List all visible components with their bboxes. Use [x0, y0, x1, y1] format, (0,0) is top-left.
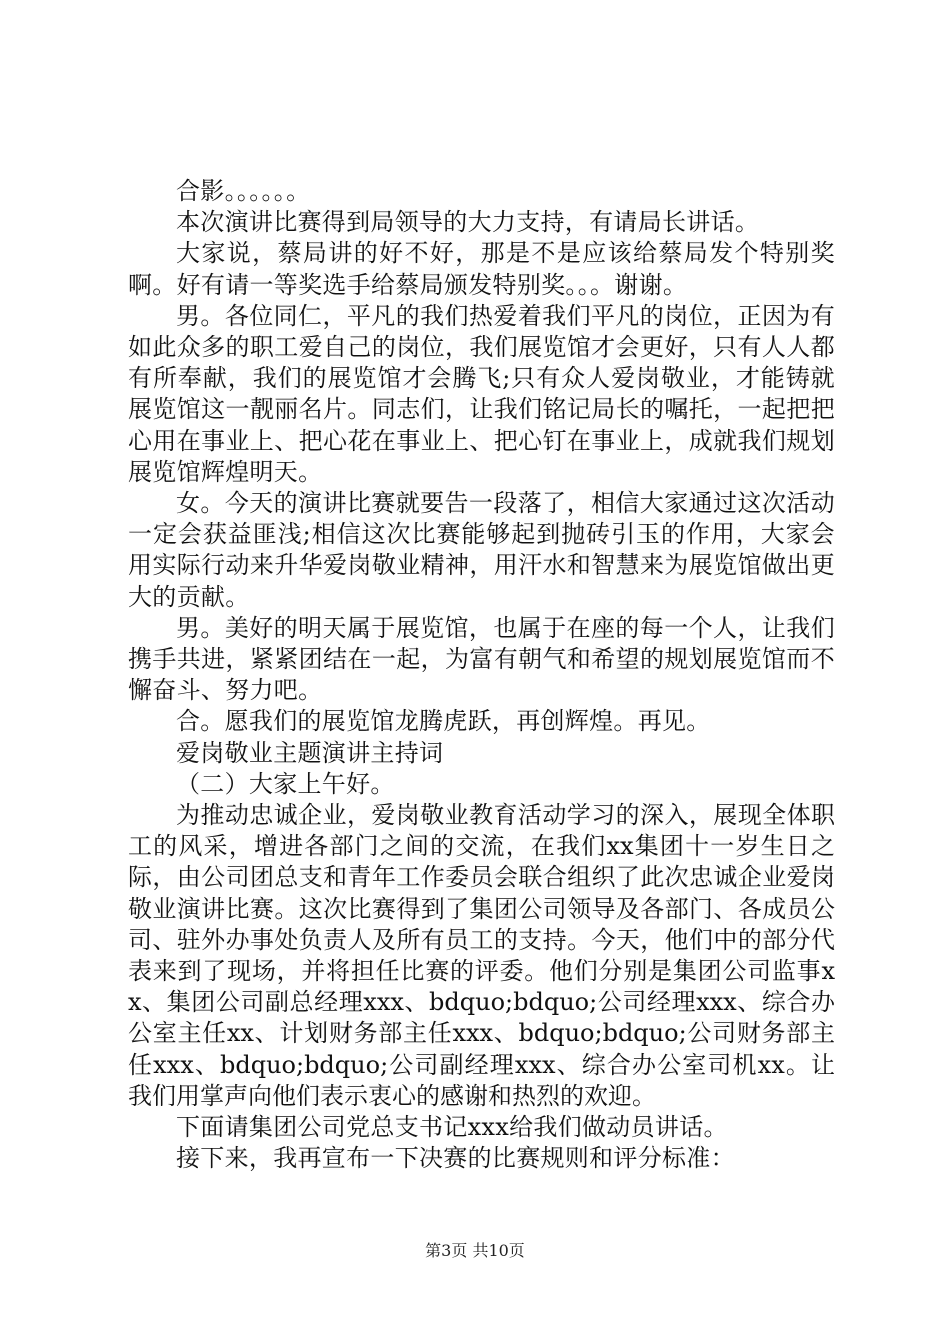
paragraph-9: （二）大家上午好。 [176, 769, 395, 798]
section-heading: 爱岗敬业主题演讲主持词 [176, 738, 444, 767]
document-body [128, 176, 835, 1175]
paragraph-11: 下面请集团公司党总支书记xxx给我们做动员讲话。 [176, 1113, 728, 1142]
paragraph-1: 合影。。。。。。 [176, 177, 311, 205]
page-footer [0, 1240, 950, 1262]
page-number: 第3页 共10页 [425, 1241, 525, 1260]
paragraph-2: 本次演讲比赛得到局领导的大力支持，有请局长讲话。 [176, 208, 760, 237]
paragraph-10: 为推动忠诚企业，爱岗敬业教育活动学习的深入，展现全体职工的风采，增进各部门之间的交流，在我们xx集团十一岁生日之际，由公司团总支和青年工作委员会联合组织了此次忠诚企业爱岗敬业演讲比赛。这次比赛得到了集团公司领导及各部门、各成员公司、驻外办事处负责人及所有员工的支持。今天，他们中的部分代表来到了现场，并将担任比赛的评委。他们分别是集团公司监事xx、集团公司副总经理xxx、bdquo;bdquo;公司经理xxx、综合办公室主任xx、计划财务部主任xxx、bdquo;bdquo;公司财务部主任xxx、bdquo;bdquo;公司副经理xxx、综合办公室司机xx。让我们用掌声向他们表示衷心的感谢和热烈的欢迎。 [128, 801, 835, 1110]
paragraph-12: 接下来，我再宣布一下决赛的比赛规则和评分标准： [176, 1144, 735, 1173]
paragraph-3: 大家说，蔡局讲的好不好，那是不是应该给蔡局发个特别奖啊。好有请一等奖选手给蔡局颁发特别奖。。。谢谢。 [128, 239, 835, 299]
paragraph-4: 男。各位同仁，平凡的我们热爱着我们平凡的岗位，正因为有如此众多的职工爱自己的岗位，我们展览馆才会更好，只有人人都有所奉献，我们的展览馆才会腾飞;只有众人爱岗敬业，才能铸就展览馆这一靓丽名片。同志们，让我们铭记局长的嘱托，一起把把心用在事业上、把心花在事业上、把心钉在事业上，成就我们规划展览馆辉煌明天。 [128, 301, 835, 486]
paragraph-7: 合。愿我们的展览馆龙腾虎跃，再创辉煌。再见。 [176, 707, 711, 736]
paragraph-5: 女。今天的演讲比赛就要告一段落了，相信大家通过这次活动一定会获益匪浅;相信这次比赛能够起到抛砖引玉的作用，大家会用实际行动来升华爱岗敬业精神，用汗水和智慧来为展览馆做出更大的贡献。 [128, 489, 835, 611]
paragraph-6: 男。美好的明天属于展览馆，也属于在座的每一个人，让我们携手共进，紧紧团结在一起，为富有朝气和希望的规划展览馆而不懈奋斗、努力吧。 [128, 613, 835, 705]
